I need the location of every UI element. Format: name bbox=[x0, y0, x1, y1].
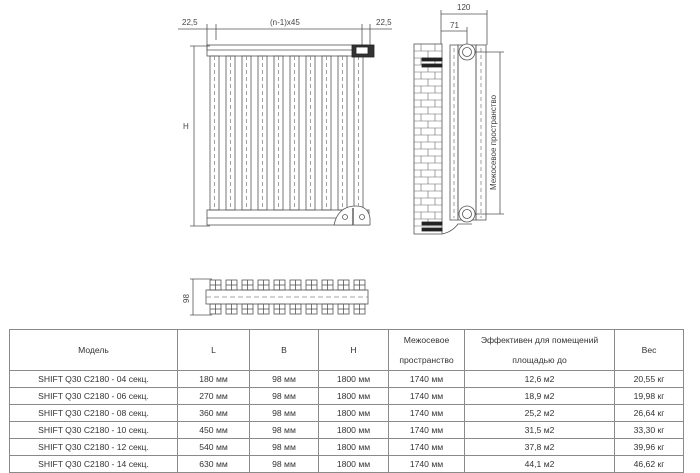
cell-length: 540 мм bbox=[178, 439, 250, 456]
wall-offset-label: 71 bbox=[450, 21, 459, 30]
table-row bbox=[10, 456, 684, 473]
cell-depth: 98 мм bbox=[250, 456, 319, 473]
header-area-line1: Эффективен для помещений bbox=[480, 335, 599, 345]
header-length: L bbox=[178, 330, 250, 371]
cell-area: 37,8 м2 bbox=[465, 439, 615, 456]
cell-height: 1800 мм bbox=[319, 405, 389, 422]
height-label: H bbox=[183, 122, 189, 131]
cell-axis: 1740 мм bbox=[389, 422, 465, 439]
top-view-depth-label: 98 bbox=[182, 294, 191, 303]
cell-depth: 98 мм bbox=[250, 388, 319, 405]
header-axis-distance bbox=[389, 330, 465, 371]
table-row bbox=[10, 371, 684, 388]
spec-table bbox=[9, 329, 684, 473]
header-model: Модель bbox=[10, 330, 178, 371]
cell-weight: 39,96 кг bbox=[615, 439, 684, 456]
cell-depth: 98 мм bbox=[250, 422, 319, 439]
cell-model: SHIFT Q30 C2180 - 06 секц. bbox=[10, 388, 178, 405]
table-row bbox=[10, 422, 684, 439]
header-area bbox=[465, 330, 615, 371]
cell-axis: 1740 мм bbox=[389, 456, 465, 473]
header-axis-line2: пространство bbox=[399, 355, 454, 365]
cell-model: SHIFT Q30 C2180 - 08 секц. bbox=[10, 405, 178, 422]
cell-length: 270 мм bbox=[178, 388, 250, 405]
cell-length: 630 мм bbox=[178, 456, 250, 473]
axis-distance-label: Межосевое пространство bbox=[489, 94, 498, 190]
cell-model: SHIFT Q30 C2180 - 14 секц. bbox=[10, 456, 178, 473]
cell-area: 12,6 м2 bbox=[465, 371, 615, 388]
cell-height: 1800 мм bbox=[319, 439, 389, 456]
cell-length: 450 мм bbox=[178, 422, 250, 439]
cell-weight: 33,30 кг bbox=[615, 422, 684, 439]
cell-depth: 98 мм bbox=[250, 371, 319, 388]
cell-depth: 98 мм bbox=[250, 439, 319, 456]
table-header-row bbox=[10, 330, 684, 371]
dim-center-label: (n-1)x45 bbox=[270, 18, 300, 27]
cell-weight: 19,98 кг bbox=[615, 388, 684, 405]
cell-height: 1800 мм bbox=[319, 388, 389, 405]
cell-area: 44,1 м2 bbox=[465, 456, 615, 473]
cell-area: 31,5 м2 bbox=[465, 422, 615, 439]
cell-model: SHIFT Q30 C2180 - 04 секц. bbox=[10, 371, 178, 388]
header-depth: B bbox=[250, 330, 319, 371]
cell-length: 180 мм bbox=[178, 371, 250, 388]
cell-depth: 98 мм bbox=[250, 405, 319, 422]
top-view bbox=[190, 279, 368, 315]
header-area-line2: площадью до bbox=[512, 355, 567, 365]
header-weight: Вес bbox=[615, 330, 684, 371]
dim-left-label: 22,5 bbox=[182, 18, 198, 27]
cell-axis: 1740 мм bbox=[389, 371, 465, 388]
cell-area: 25,2 м2 bbox=[465, 405, 615, 422]
table-row bbox=[10, 405, 684, 422]
table-row bbox=[10, 439, 684, 456]
cell-height: 1800 мм bbox=[319, 456, 389, 473]
table-row bbox=[10, 388, 684, 405]
total-depth-label: 120 bbox=[457, 3, 471, 12]
cell-length: 360 мм bbox=[178, 405, 250, 422]
cell-model: SHIFT Q30 C2180 - 10 секц. bbox=[10, 422, 178, 439]
cell-height: 1800 мм bbox=[319, 422, 389, 439]
cell-height: 1800 мм bbox=[319, 371, 389, 388]
cell-area: 18,9 м2 bbox=[465, 388, 615, 405]
cell-model: SHIFT Q30 C2180 - 12 секц. bbox=[10, 439, 178, 456]
cell-axis: 1740 мм bbox=[389, 439, 465, 456]
dim-right-label: 22,5 bbox=[376, 18, 392, 27]
cell-axis: 1740 мм bbox=[389, 388, 465, 405]
cell-weight: 26,64 кг bbox=[615, 405, 684, 422]
header-height: H bbox=[319, 330, 389, 371]
header-axis-line1: Межосевое bbox=[403, 335, 450, 345]
cell-weight: 46,62 кг bbox=[615, 456, 684, 473]
cell-axis: 1740 мм bbox=[389, 405, 465, 422]
cell-weight: 20,55 кг bbox=[615, 371, 684, 388]
front-view bbox=[178, 24, 392, 226]
